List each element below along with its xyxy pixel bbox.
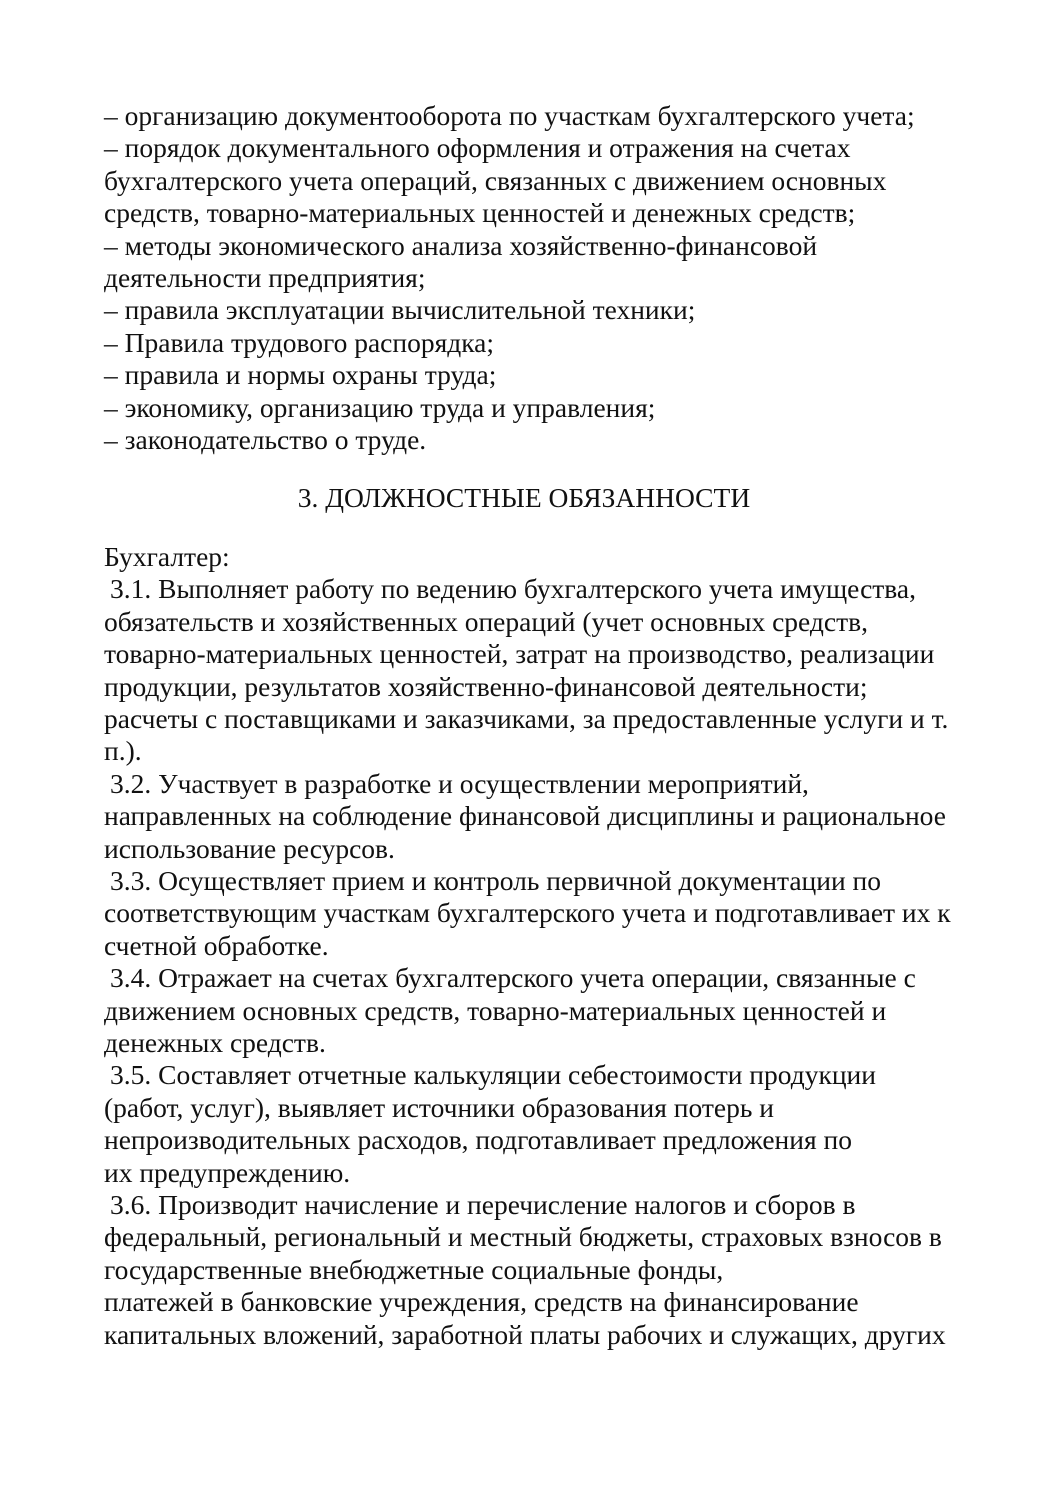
- list-item-continuation: средств, товарно-материальных ценностей и денежных средств;: [104, 197, 856, 229]
- duties-list: [104, 573, 1004, 1351]
- duty-item-3-5: 3.5. Составляет отчетные калькуляции себестоимости продукции: [110, 1059, 876, 1091]
- duty-text-line: (работ, услуг), выявляет источники образования потерь и: [104, 1091, 774, 1123]
- list-item: – правила эксплуатации вычислительной техники;: [104, 294, 696, 326]
- duty-text-line: платежей в банковские учреждения, средств на финансирование: [104, 1286, 859, 1318]
- duty-text-line: соответствующим участкам бухгалтерского учета и подготавливает их к: [104, 897, 951, 929]
- duty-text-line: расчеты с поставщиками и заказчиками, за предоставленные услуги и т.: [104, 702, 949, 734]
- list-item: – экономику, организацию труда и управления;: [104, 391, 656, 423]
- list-item-continuation: деятельности предприятия;: [104, 262, 426, 294]
- duty-text-line: непроизводительных расходов, подготавливает предложения по: [104, 1124, 852, 1156]
- list-item: – организацию документооборота по участкам бухгалтерского учета;: [104, 100, 915, 131]
- duty-item-3-2: 3.2. Участвует в разработке и осуществлении мероприятий,: [110, 767, 809, 799]
- duty-text-line: денежных средств.: [104, 1026, 326, 1058]
- duty-text-line: направленных на соблюдение финансовой дисциплины и рациональное: [104, 800, 946, 832]
- duty-text-line: федеральный, региональный и местный бюджеты, страховых взносов в: [104, 1221, 942, 1253]
- duty-text-line: капитальных вложений, заработной платы рабочих и служащих, других: [104, 1318, 946, 1350]
- list-item-continuation: бухгалтерского учета операций, связанных с движением основных: [104, 164, 887, 196]
- duty-item-3-6: 3.6. Производит начисление и перечисление налогов и сборов в: [110, 1189, 856, 1220]
- list-item: – законодательство о труде.: [104, 424, 427, 456]
- list-item: – правила и нормы охраны труда;: [104, 359, 497, 391]
- duty-text-line: обязательств и хозяйственных операций (учет основных средств,: [104, 605, 868, 637]
- duty-item-3-1: 3.1. Выполняет работу по ведению бухгалтерского учета имущества,: [110, 573, 916, 605]
- duty-text-line: продукции, результатов хозяйственно-финансовой деятельности;: [104, 670, 868, 702]
- duty-text-line: движением основных средств, товарно-материальных ценностей и: [104, 994, 887, 1026]
- section-subject: Бухгалтер:: [104, 540, 230, 572]
- section-heading: 3. ДОЛЖНОСТНЫЕ ОБЯЗАННОСТИ: [297, 482, 751, 514]
- list-item: – методы экономического анализа хозяйственно-финансовой: [104, 229, 818, 261]
- intro-list: [104, 100, 1004, 456]
- duty-item-3-4: 3.4. Отражает на счетах бухгалтерского учета операции, связанные с: [110, 962, 916, 994]
- list-item: – Правила трудового распорядка;: [104, 326, 495, 358]
- duty-text-line: товарно-материальных ценностей, затрат на производство, реализации: [104, 638, 935, 670]
- duty-text-line: п.).: [104, 735, 142, 767]
- duty-item-3-3: 3.3. Осуществляет прием и контроль первичной документации по: [110, 864, 882, 896]
- duty-text-line: их предупреждению.: [104, 1156, 351, 1188]
- duty-text-line: государственные внебюджетные социальные фонды,: [104, 1253, 724, 1285]
- list-item: – порядок документального оформления и отражения на счетах: [104, 132, 851, 164]
- document-body: [104, 100, 1004, 1351]
- duty-text-line: использование ресурсов.: [104, 832, 395, 864]
- duty-text-line: счетной обработке.: [104, 929, 329, 961]
